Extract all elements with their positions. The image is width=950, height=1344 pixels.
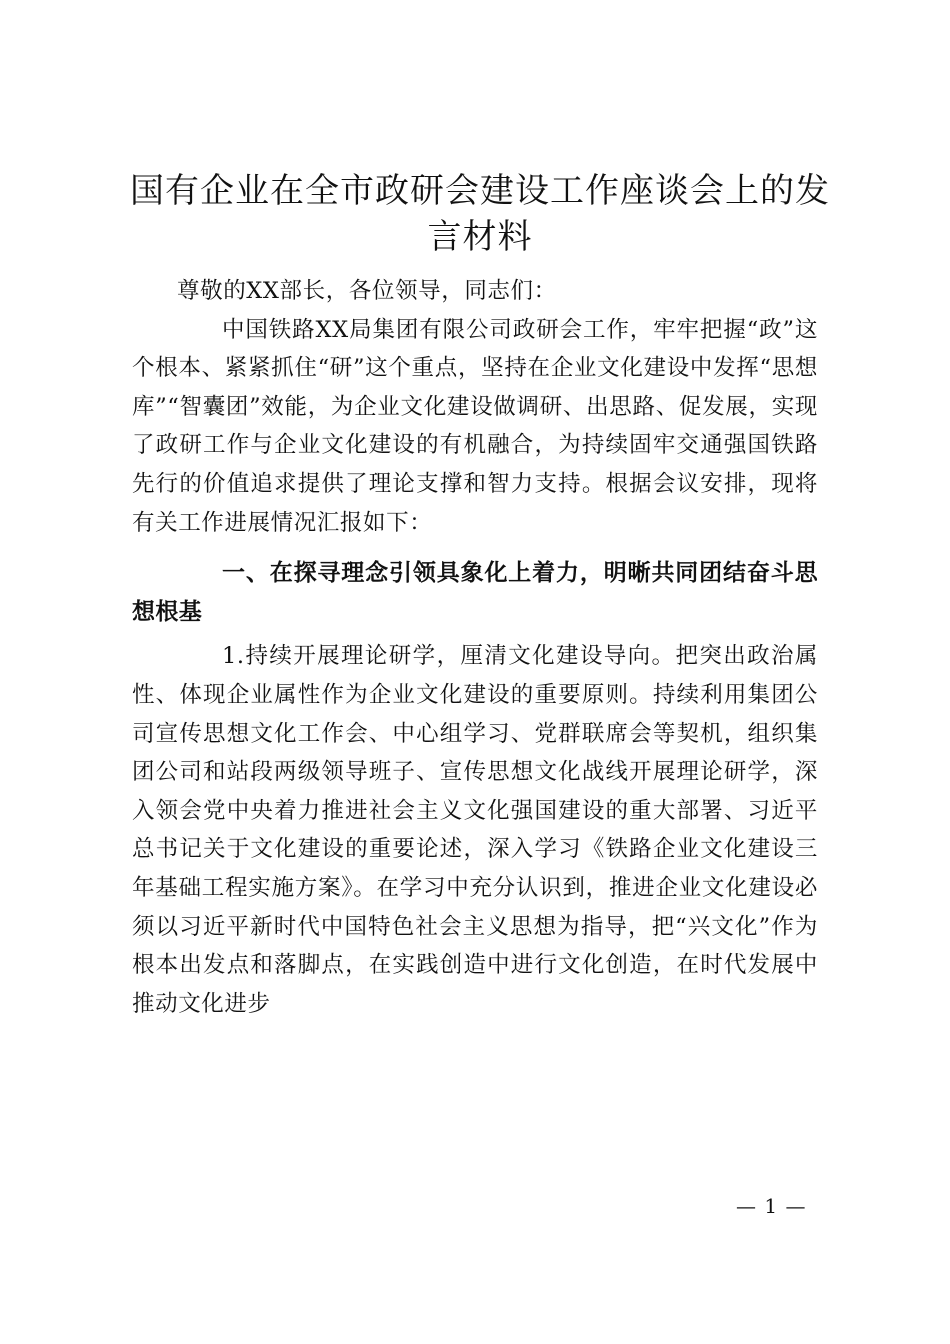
page-number: — 1 — (736, 1194, 807, 1218)
document-title: 国有企业在全市政研会建设工作座谈会上的发言材料 (130, 171, 830, 257)
document-body (132, 272, 818, 1023)
section-heading-1: 一、在探寻理念引领具象化上着力，明晰共同团结奋斗思想根基 (132, 560, 818, 625)
intro-paragraph: 中国铁路XX局集团有限公司政研会工作，牢牢把握“政”这个根本、紧紧抓住“研”这个重点，坚持在企业文化建设中发挥“思想库”“智囊团”效能，为企业文化建设做调研、出思路、促发展，实现了政研工作与企业文化建设的有机融合，为持续固牢交通强国铁路先行的价值追求提供了理论支撑和智力支持。根据会议安排，现将有关工作进展情况汇报如下： (132, 316, 818, 536)
paragraph-1: 1.持续开展理论研学，厘清文化建设导向。把突出政治属性、体现企业属性作为企业文化建设的重要原则。持续利用集团公司宣传思想文化工作会、中心组学习、党群联席会等契机，组织集团公司和站段两级领导班子、宣传思想文化战线开展理论研学，深入领会党中央着力推进社会主义文化强国建设的重大部署、习近平总书记关于文化建设的重要论述，深入学习《铁路企业文化建设三年基础工程实施方案》。在学习中充分认识到，推进企业文化建设必须以习近平新时代中国特色社会主义思想为指导，把“兴文化”作为根本出发点和落脚点，在实践创造中进行文化创造，在时代发展中推动文化进步 (132, 643, 818, 1017)
greeting: 尊敬的XX部长，各位领导，同志们： (177, 278, 557, 304)
